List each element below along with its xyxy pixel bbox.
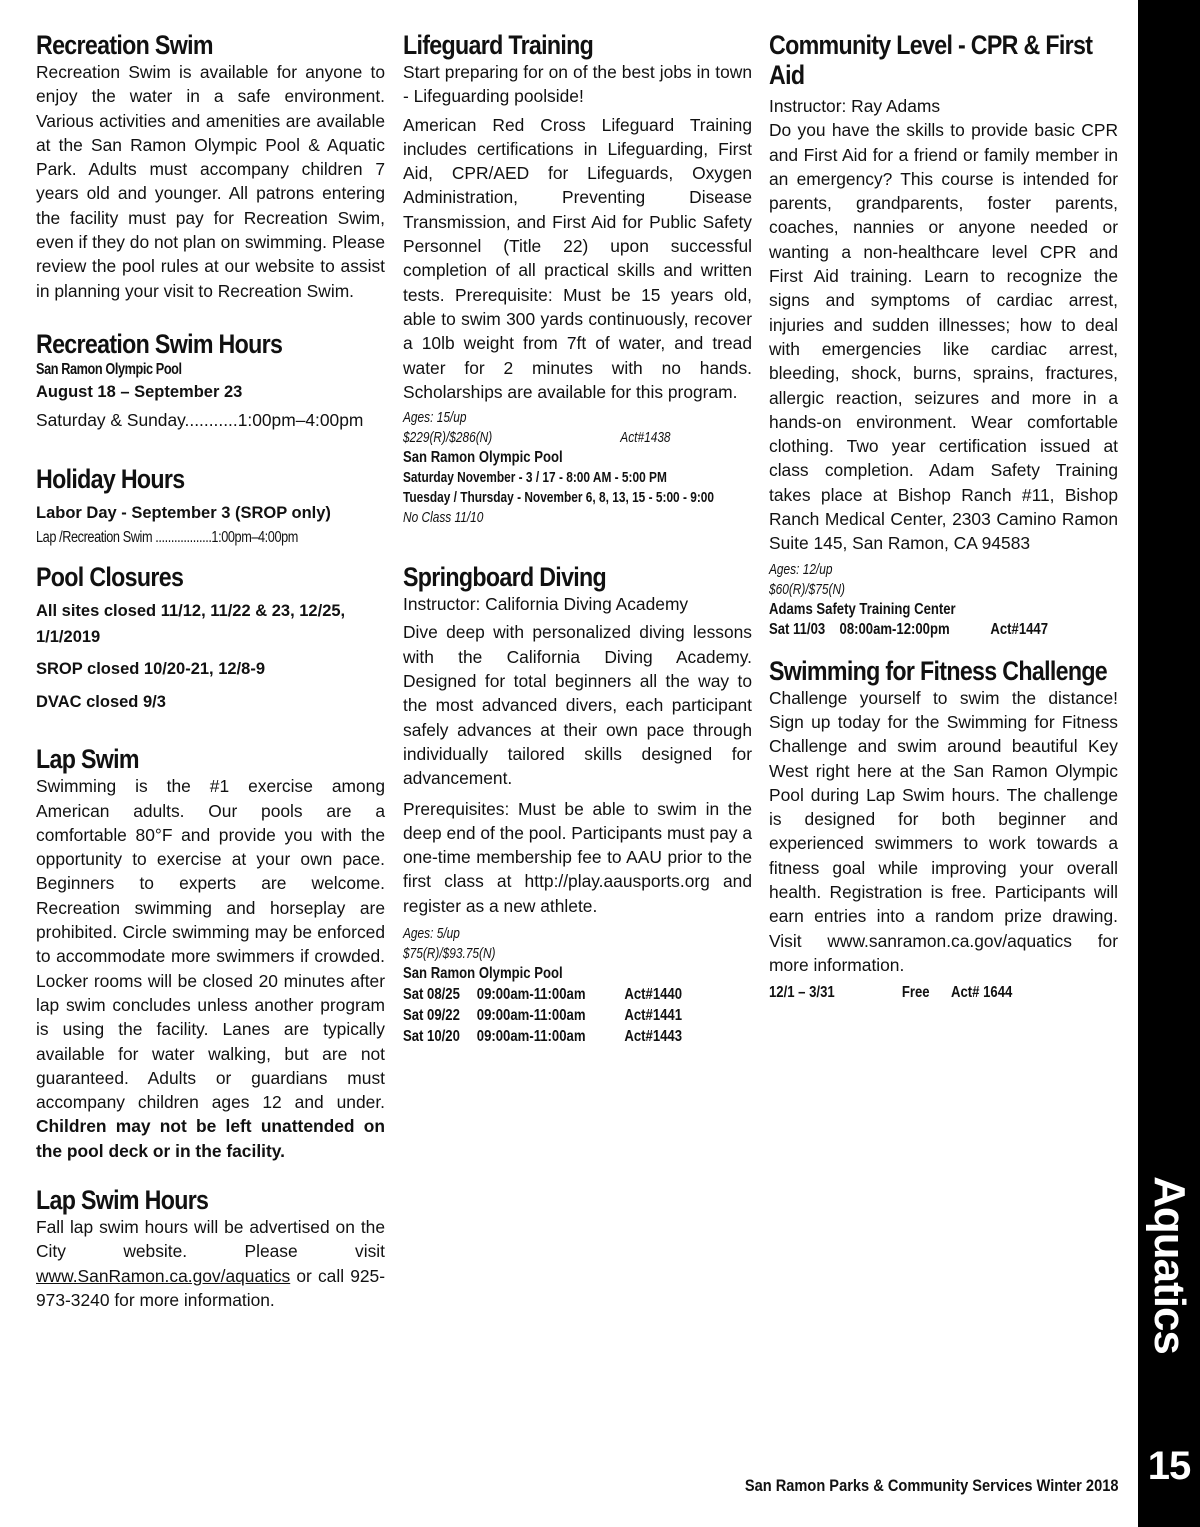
cpr-date: Sat 11/03 <box>769 620 826 638</box>
lifeguard-ages: Ages: 15/up <box>403 410 467 427</box>
lifeguard-training-title: Lifeguard Training <box>403 30 594 60</box>
lifeguard-no-class: No Class 11/10 <box>403 510 484 527</box>
fitness-dates: 12/1 – 3/31 <box>769 984 835 1002</box>
cpr-price: $60(R)/$75(N) <box>769 581 845 598</box>
lap-hours-pre: Fall lap swim hours will be advertised on the City website. Please visit <box>36 1217 385 1262</box>
diving-session <box>403 1026 752 1047</box>
cpr-title: Community Level - CPR & First Aid <box>769 30 1093 90</box>
lifeguard-price: $229(R)/$286(N) <box>403 430 493 447</box>
lifeguard-schedule-2: Tuesday / Thursday - November 6, 8, 13, 15 - 5:00 - 9:00 <box>403 490 715 507</box>
hours-line: Saturday & Sunday...........1:00pm–4:00pm <box>36 409 364 430</box>
diving-ages: Ages: 5/up <box>403 926 460 943</box>
lap-swim-body <box>36 774 385 1163</box>
fitness-body: Challenge yourself to swim the distance! Sign up today for the Swimming for Fitness Challenge and swim around beautiful Key West right here at the San Ramon Olympic Pool during Lap Swim hours. The challenge is designed for both beginner and experienced swimmers to work towards a fitness goal while improving your overall health. Registration is free. Participants will earn entries into a random prize drawing. Visit www.sanramon.ca.gov/aquatics for more information. <box>769 687 1118 975</box>
lifeguard-act: Act#1438 <box>620 430 671 447</box>
diving-sessions <box>403 984 752 1047</box>
recreation-swim-body: Recreation Swim is available for anyone to enjoy the water in a safe environment. Various activities and amenities are available at the San Ramon Olympic Pool & Aquatic Park. Adults must accompany children 7 years old and younger. All patrons entering the facility must pay for Recreation Swim, even if they do not plan on swimming. Please review the pool rules at our website to assist in planning your visit to Recreation Swim. <box>36 62 385 301</box>
diving-instructor: Instructor: California Diving Academy <box>403 594 689 615</box>
page-number: 15 <box>1147 1444 1191 1488</box>
lifeguard-schedule-1: Saturday November - 3 / 17 - 8:00 AM - 5:00 PM <box>403 470 667 487</box>
cpr-body: Do you have the skills to provide basic CPR and First Aid for a friend or family member in an emergency? This course is intended for parents, grandparents, foster parents, coaches, nannies or anyone needed or wanting a non-healthcare level CPR and First Aid training. Learn to recognize the signs and symptoms of cardiac arrest, injuries and sudden illnesses; how to deal with emergencies like cardiac arrest, bleeding, shock, burns, sprains, fractures, allergic reaction, seizures and more in a hands-on environment. Wear comfortable clothing. Two year certification issued at class completion. Adam Safety Training takes place at Bishop Ranch #11, Bishop Ranch Medical Center, 2303 Camino Ramon Suite 145, San Ramon, CA 94583 <box>769 120 1118 554</box>
diving-body-1: Dive deep with personalized diving lessons with the California Diving Academy. Designed for total beginners all the way to the most advanced divers, each participant safely advances at their own pace through individually tailored skills designed for advancement. <box>403 622 752 789</box>
lifeguard-body: American Red Cross Lifeguard Training includes certifications in Lifeguarding, First Aid, CPR/AED for Lifeguards, Oxygen Administration, Preventing Disease Transmission, and First Aid for Public Safety Personnel (Title 22) upon successful completion of all practical skills and written tests. Prerequisite: Must be 15 years old, able to swim 300 yards continuously, recover a 10lb weight from 7ft of water, and tread water for 2 minutes with no hands. Scholarships are available for this program. <box>403 114 752 402</box>
column-middle <box>403 30 752 1047</box>
session-time: 09:00am-11:00am <box>476 986 586 1004</box>
lap-swim-hours-title: Lap Swim Hours <box>36 1185 209 1216</box>
lap-swim-title: Lap Swim <box>36 744 139 775</box>
footer: San Ramon Parks & Community Services Winter 2018 <box>744 1476 1118 1495</box>
lifeguard-intro: Start preparing for on of the best jobs in town - Lifeguarding poolside! <box>403 62 752 107</box>
diving-body-2: Prerequisites: Must be able to swim in the deep end of the pool. Participants must pay a one-time membership fee to AAU prior to the first class at http://play.aausports.org and register as a new athlete. <box>403 798 753 916</box>
column-left <box>36 30 385 1312</box>
session-act: Act#1441 <box>624 1007 683 1025</box>
diving-session <box>403 984 752 1005</box>
session-date: Sat 10/20 <box>403 1028 460 1046</box>
closure-1: All sites closed 11/12, 11/22 & 23, 12/25, 1/1/2019 <box>36 602 346 647</box>
fitness-challenge-title: Swimming for Fitness Challenge <box>769 655 1108 686</box>
pool-closures-title: Pool Closures <box>36 562 184 593</box>
diving-location: San Ramon Olympic Pool <box>403 965 563 983</box>
cpr-session <box>769 620 1118 640</box>
cpr-ages: Ages: 12/up <box>769 561 833 578</box>
lap-swim-bold: Children may not be left unattended on the pool deck or in the facility. <box>36 1116 385 1161</box>
diving-price: $75(R)/$93.75(N) <box>403 946 496 963</box>
session-act: Act#1443 <box>624 1028 683 1046</box>
springboard-diving-title: Springboard Diving <box>403 562 607 593</box>
hours-location: San Ramon Olympic Pool <box>36 360 182 378</box>
hours-dates: August 18 – September 23 <box>36 382 243 401</box>
session-time: 09:00am-11:00am <box>476 1028 586 1046</box>
cpr-instructor: Instructor: Ray Adams <box>769 96 941 116</box>
recreation-swim-title: Recreation Swim <box>36 30 213 60</box>
fitness-session <box>769 983 1118 1003</box>
holiday-hours-title: Holiday Hours <box>36 464 185 495</box>
section-label: Aquatics <box>1145 1176 1194 1354</box>
cpr-location: Adams Safety Training Center <box>769 600 956 618</box>
cpr-time: 08:00am-12:00pm <box>839 620 950 638</box>
aquatics-link[interactable]: www.SanRamon.ca.gov/aquatics <box>36 1265 291 1286</box>
lap-swim-text: Swimming is the #1 exercise among American adults. Our pools are a comfortable 80°F and provide you with the opportunity to exercise at your own pace. Beginners to experts are welcome. Recreation swimming and horseplay are prohibited. Circle swimming may be enforced to accommodate more swimmers if crowded. Locker rooms will be closed 20 minutes after lap swim concludes unless another program is using the facility. Lanes are typically available for water walking, but are not guaranteed. Adults or guardians must accompany children ages 12 and under. <box>36 776 385 1113</box>
cpr-act: Act#1447 <box>990 620 1049 638</box>
session-act: Act#1440 <box>624 986 683 1004</box>
lifeguard-location: San Ramon Olympic Pool <box>403 449 563 467</box>
session-time: 09:00am-11:00am <box>476 1007 586 1025</box>
column-right <box>769 30 1118 1003</box>
holiday-line-1: Labor Day - September 3 (SROP only) <box>36 504 331 523</box>
holiday-line-2: Lap /Recreation Swim ..................1:00pm–4:00pm <box>36 529 298 547</box>
fitness-act: Act# 1644 <box>951 984 1013 1002</box>
lifeguard-price-row <box>403 428 752 448</box>
closure-3: DVAC closed 9/3 <box>36 693 166 712</box>
lap-swim-hours-body <box>36 1215 385 1312</box>
section-tab <box>1138 0 1200 1527</box>
lap-hours-post: or call 925-973-3240 for more information. <box>36 1265 385 1310</box>
session-date: Sat 08/25 <box>403 986 460 1004</box>
diving-session <box>403 1005 752 1026</box>
session-date: Sat 09/22 <box>403 1007 460 1025</box>
closure-2: SROP closed 10/20-21, 12/8-9 <box>36 660 265 679</box>
fitness-price: Free <box>901 984 930 1002</box>
recreation-swim-hours-title: Recreation Swim Hours <box>36 328 283 359</box>
